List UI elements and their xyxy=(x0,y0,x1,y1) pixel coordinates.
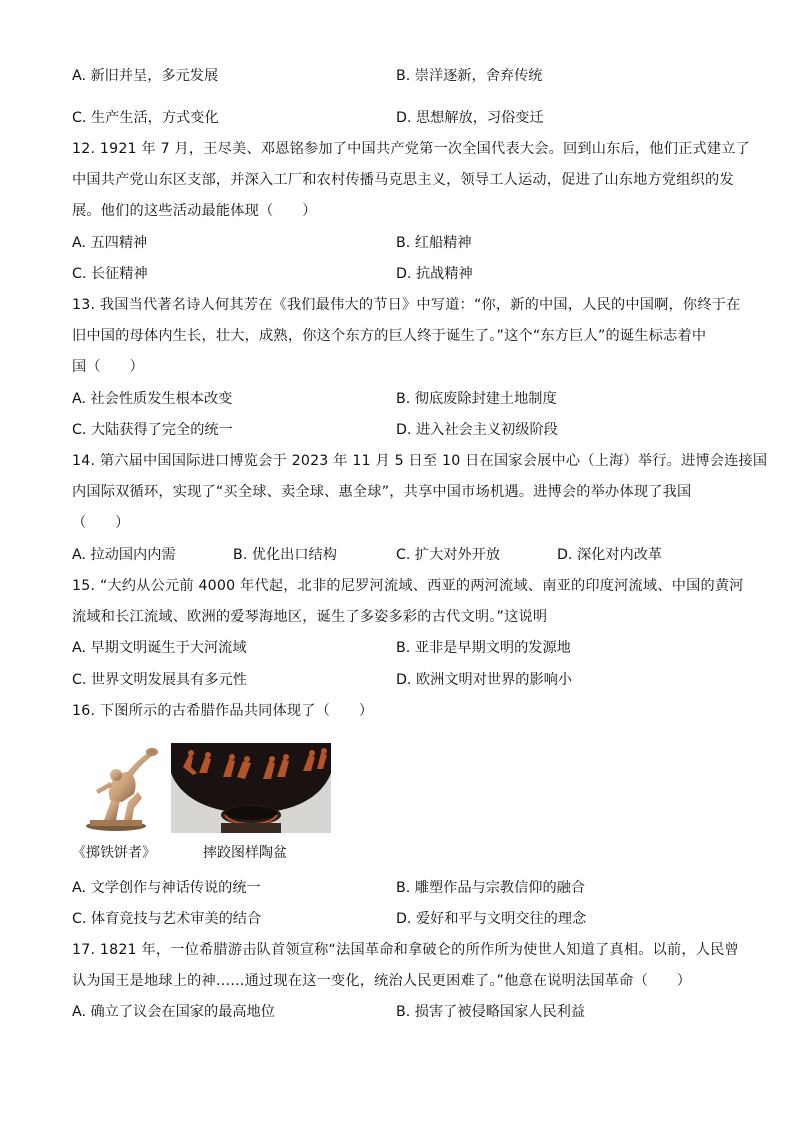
q12-option-c[interactable]: C. 长征精神 xyxy=(72,266,148,282)
q13-stem-line-3: 国（ ） xyxy=(72,359,144,375)
q17-stem-line-1: 17. 1821 年，一位希腊游击队首领宣称“法国革命和拿破仑的所作所为使世人知道了真相。以前，人民曾 xyxy=(72,942,739,958)
q11-option-c[interactable]: C. 生产生活，方式变化 xyxy=(72,110,219,126)
q15-option-c[interactable]: C. 世界文明发展具有多元性 xyxy=(72,672,247,688)
q16-option-d[interactable]: D. 爱好和平与文明交往的理念 xyxy=(396,911,587,927)
q14-option-c[interactable]: C. 扩大对外开放 xyxy=(396,547,501,563)
q17-stem-line-2: 认为国王是地球上的神……通过现在这一变化，统治人民更困难了。”他意在说明法国革命（ ） xyxy=(72,973,692,989)
q14-stem-line-2: 内国际双循环，实现了“买全球、卖全球、惠全球”，共享中国市场机遇。进博会的举办体现了我国 xyxy=(72,484,692,500)
q12-option-d[interactable]: D. 抗战精神 xyxy=(396,266,473,282)
q13-option-d[interactable]: D. 进入社会主义初级阶段 xyxy=(396,422,558,438)
q15-stem-line-2: 流域和长江流域、欧洲的爱琴海地区，诞生了多姿多彩的古代文明。”这说明 xyxy=(72,609,548,625)
q14-option-d[interactable]: D. 深化对内改革 xyxy=(557,547,663,563)
q14-option-a[interactable]: A. 拉动国内内需 xyxy=(72,547,176,563)
q12-stem-line-2: 中国共产党山东区支部，并深入工厂和农村传播马克思主义，领导工人运动，促进了山东地方党组织的发 xyxy=(72,172,734,188)
q14-stem-line-1: 14. 第六届中国国际进口博览会于 2023 年 11 月 5 日至 10 日在国家会展中心（上海）举行。进博会连接国 xyxy=(72,453,768,469)
q15-option-a[interactable]: A. 早期文明诞生于大河流域 xyxy=(72,640,247,656)
q17-option-b[interactable]: B. 损害了被侵略国家人民利益 xyxy=(396,1004,586,1020)
discobolus-caption: 《掷铁饼者》 xyxy=(72,845,156,861)
q16-option-a[interactable]: A. 文学创作与神话传说的统一 xyxy=(72,880,261,896)
q13-stem-line-2: 旧中国的母体内生长，壮大，成熟，你这个东方的巨人终于诞生了。”这个“东方巨人”的诞生标志着中 xyxy=(72,328,707,344)
discobolus-statue-image xyxy=(76,742,160,834)
q15-option-d[interactable]: D. 欧洲文明对世界的影响小 xyxy=(396,672,573,688)
q16-option-b[interactable]: B. 雕塑作品与宗教信仰的融合 xyxy=(396,880,586,896)
q13-stem-line-1: 13. 我国当代著名诗人何其芳在《我们最伟大的节日》中写道：“你，新的中国，人民的中国啊，你终于在 xyxy=(72,297,741,313)
q13-option-a[interactable]: A. 社会性质发生根本改变 xyxy=(72,391,233,407)
q16-option-c[interactable]: C. 体育竞技与艺术审美的结合 xyxy=(72,911,262,927)
q16-stem-line-1: 16. 下图所示的古希腊作品共同体现了（ ） xyxy=(72,703,374,719)
q11-option-a[interactable]: A. 新旧并呈，多元发展 xyxy=(72,68,219,84)
q12-option-a[interactable]: A. 五四精神 xyxy=(72,235,148,251)
q17-option-a[interactable]: A. 确立了议会在国家的最高地位 xyxy=(72,1004,275,1020)
q13-option-b[interactable]: B. 彻底废除封建土地制度 xyxy=(396,391,557,407)
wrestling-pottery-basin-image xyxy=(171,743,331,833)
q15-option-b[interactable]: B. 亚非是早期文明的发源地 xyxy=(396,640,571,656)
q12-stem-line-3: 展。他们的这些活动最能体现（ ） xyxy=(72,203,317,219)
q11-option-b[interactable]: B. 崇洋逐新，舍弃传统 xyxy=(396,68,543,84)
q12-option-b[interactable]: B. 红船精神 xyxy=(396,235,472,251)
q13-option-c[interactable]: C. 大陆获得了完全的统一 xyxy=(72,422,233,438)
q15-stem-line-1: 15. “大约从公元前 4000 年代起，北非的尼罗河流域、西亚的两河流域、南亚的印度河流域、中国的黄河 xyxy=(72,578,744,594)
q14-option-b[interactable]: B. 优化出口结构 xyxy=(233,547,337,563)
pottery-caption: 摔跤图样陶盆 xyxy=(203,845,287,861)
q12-stem-line-1: 12. 1921 年 7 月，王尽美、邓恩铭参加了中国共产党第一次全国代表大会。回到山东后，他们正式建立了 xyxy=(72,141,751,157)
q11-option-d[interactable]: D. 思想解放，习俗变迁 xyxy=(396,110,544,126)
q14-stem-line-3: （ ） xyxy=(72,515,130,531)
